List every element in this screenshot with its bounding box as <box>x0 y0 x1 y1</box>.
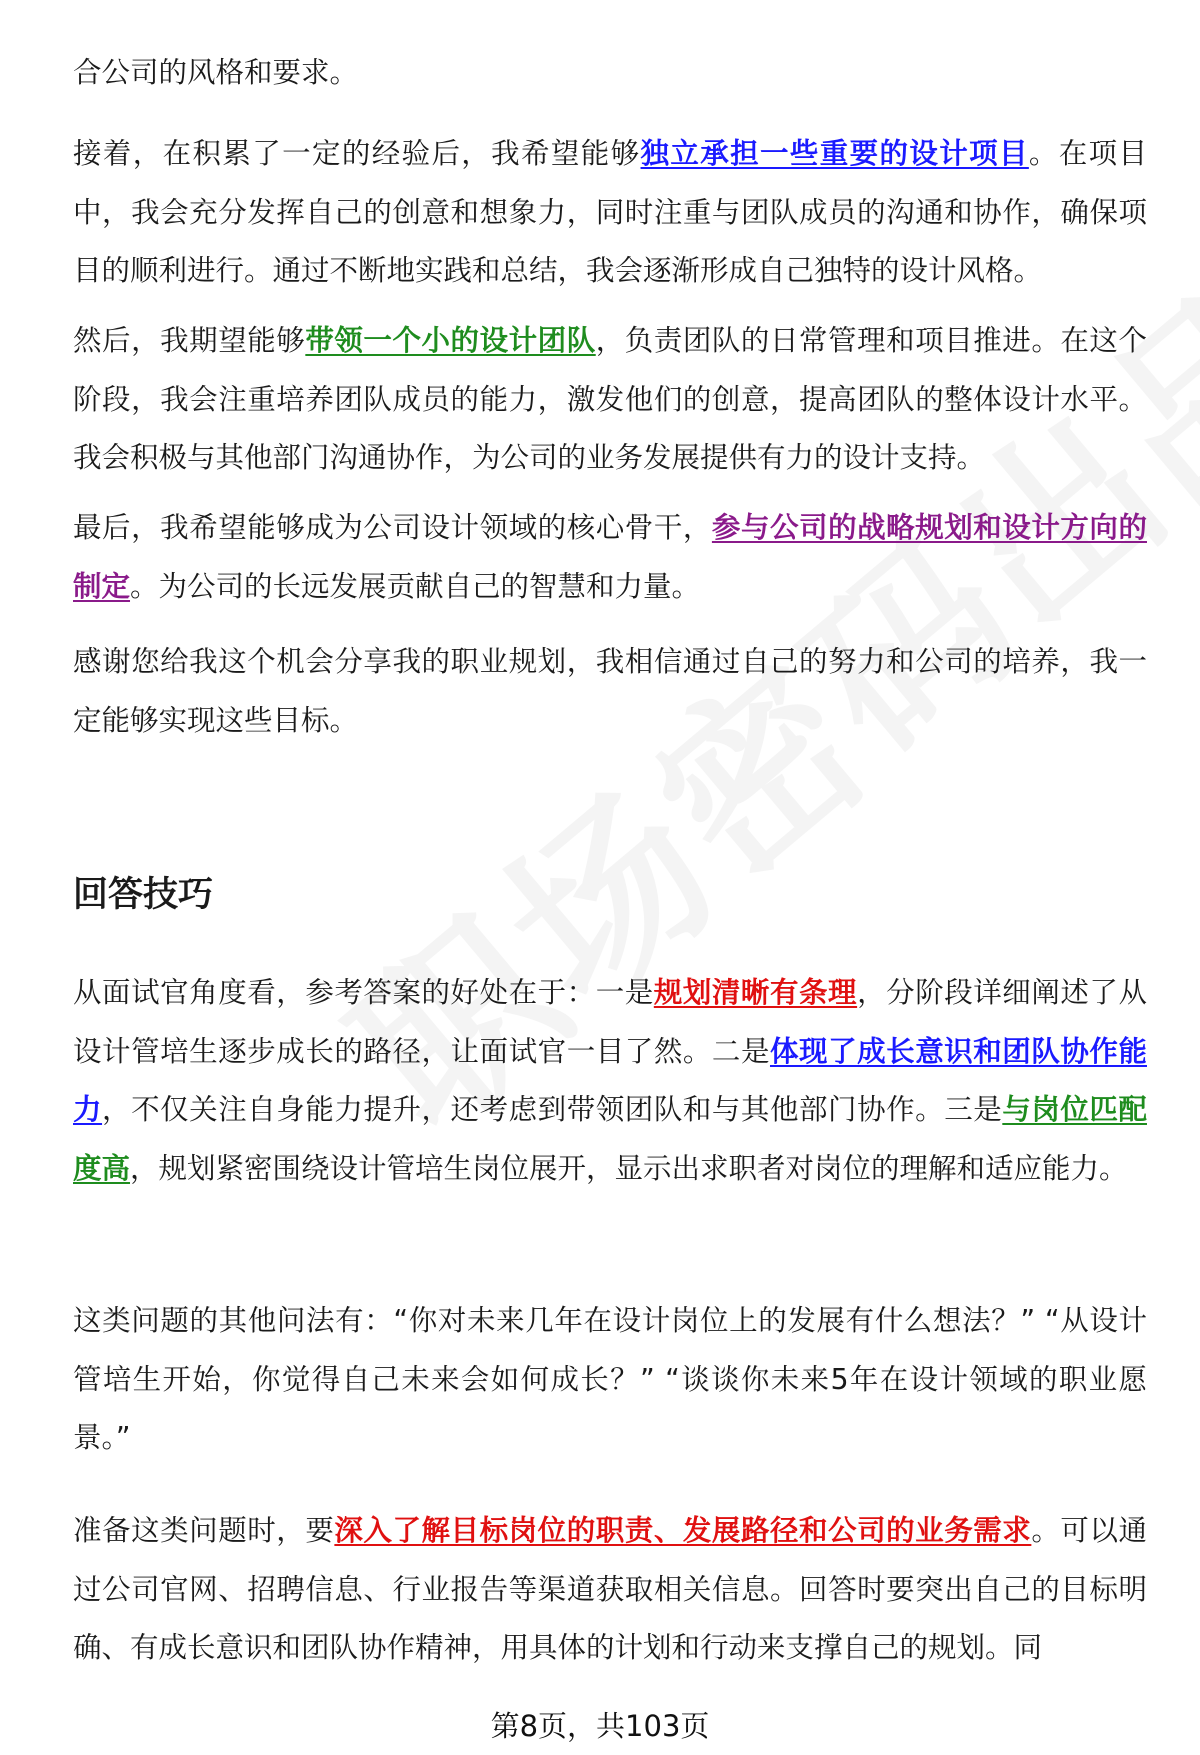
highlighted-phrase: 规划清晰有条理 <box>653 976 858 1009</box>
paragraph-text: 合公司的风格和要求。 <box>73 56 359 89</box>
paragraph-text: 感谢您给我这个机会分享我的职业规划，我相信通过自己的努力和公司的培养，我一定能够实现这些目标。 <box>73 645 1147 737</box>
paragraph-text: 然后，我期望能够 <box>73 324 306 357</box>
highlighted-phrase: 深入了解目标岗位的职责、发展路径和公司的业务需求 <box>334 1514 1032 1547</box>
highlighted-phrase: 与岗位匹配度高 <box>73 1093 1147 1185</box>
paragraph-5 <box>73 964 1147 1198</box>
paragraph-text: 准备这类问题时，要 <box>73 1514 335 1547</box>
paragraph-text: 。可以通过公司官网、招聘信息、行业报告等渠道获取相关信息。回答时要突出自己的目标明确、有成长意识和团队协作精神，用具体的计划和行动来支撑自己的规划。同 <box>73 1514 1147 1664</box>
highlighted-phrase: 独立承担一些重要的设计项目 <box>640 137 1029 170</box>
paragraph-text: 。为公司的长远发展贡献自己的智慧和力量。 <box>130 569 701 603</box>
paragraph-text: 从面试官角度看，参考答案的好处在于：一是 <box>73 976 654 1009</box>
highlighted-phrase: 带领一个小的设计团队 <box>305 324 596 357</box>
highlighted-phrase: 体现了成长意识和团队协作能力 <box>73 1034 1147 1126</box>
paragraph-text: 接着，在积累了一定的经验后，我希望能够 <box>73 137 641 170</box>
paragraph-6 <box>73 1292 1147 1468</box>
paragraph-text: ，规划紧密围绕设计管培生岗位展开，显示出求职者对岗位的理解和适应能力。 <box>130 1151 1128 1185</box>
paragraph-0 <box>73 44 1147 103</box>
paragraph-text: 最后，我希望能够成为公司设计领域的核心骨干， <box>73 511 712 544</box>
paragraph-7 <box>73 1502 1147 1678</box>
paragraph-2 <box>73 312 1147 488</box>
paragraph-1 <box>73 125 1147 301</box>
paragraph-3 <box>73 499 1147 616</box>
paragraph-4 <box>73 633 1147 750</box>
page-footer: 第8页，共103页 <box>490 1709 710 1743</box>
paragraph-text: ，不仅关注自身能力提升，还考虑到带领团队和与其他部门协作。三是 <box>102 1093 1003 1126</box>
highlighted-phrase: 参与公司的战略规划和设计方向的制定 <box>73 511 1147 603</box>
paragraph-text: ，负责团队的日常管理和项目推进。在这个阶段，我会注重培养团队成员的能力，激发他们的创意，提高团队的整体设计水平。我会积极与其他部门沟通协作，为公司的业务发展提供有力的设计支持。 <box>73 324 1147 474</box>
paragraph-text: ，分阶段详细阐述了从设计管培生逐步成长的路径，让面试官一目了然。二是 <box>73 976 1147 1068</box>
paragraph-text: 。在项目中，我会充分发挥自己的创意和想象力，同时注重与团队成员的沟通和协作，确保项目的顺利进行。通过不断地实践和总结，我会逐渐形成自己独特的设计风格。 <box>73 137 1147 287</box>
section-heading: 回答技巧 <box>73 875 214 915</box>
paragraph-text: 这类问题的其他问法有：“你对未来几年在设计岗位上的发展有什么想法？” “从设计管培生开始，你觉得自己未来会如何成长？” “谈谈你未来5年在设计领域的职业愿景。” <box>73 1304 1147 1454</box>
